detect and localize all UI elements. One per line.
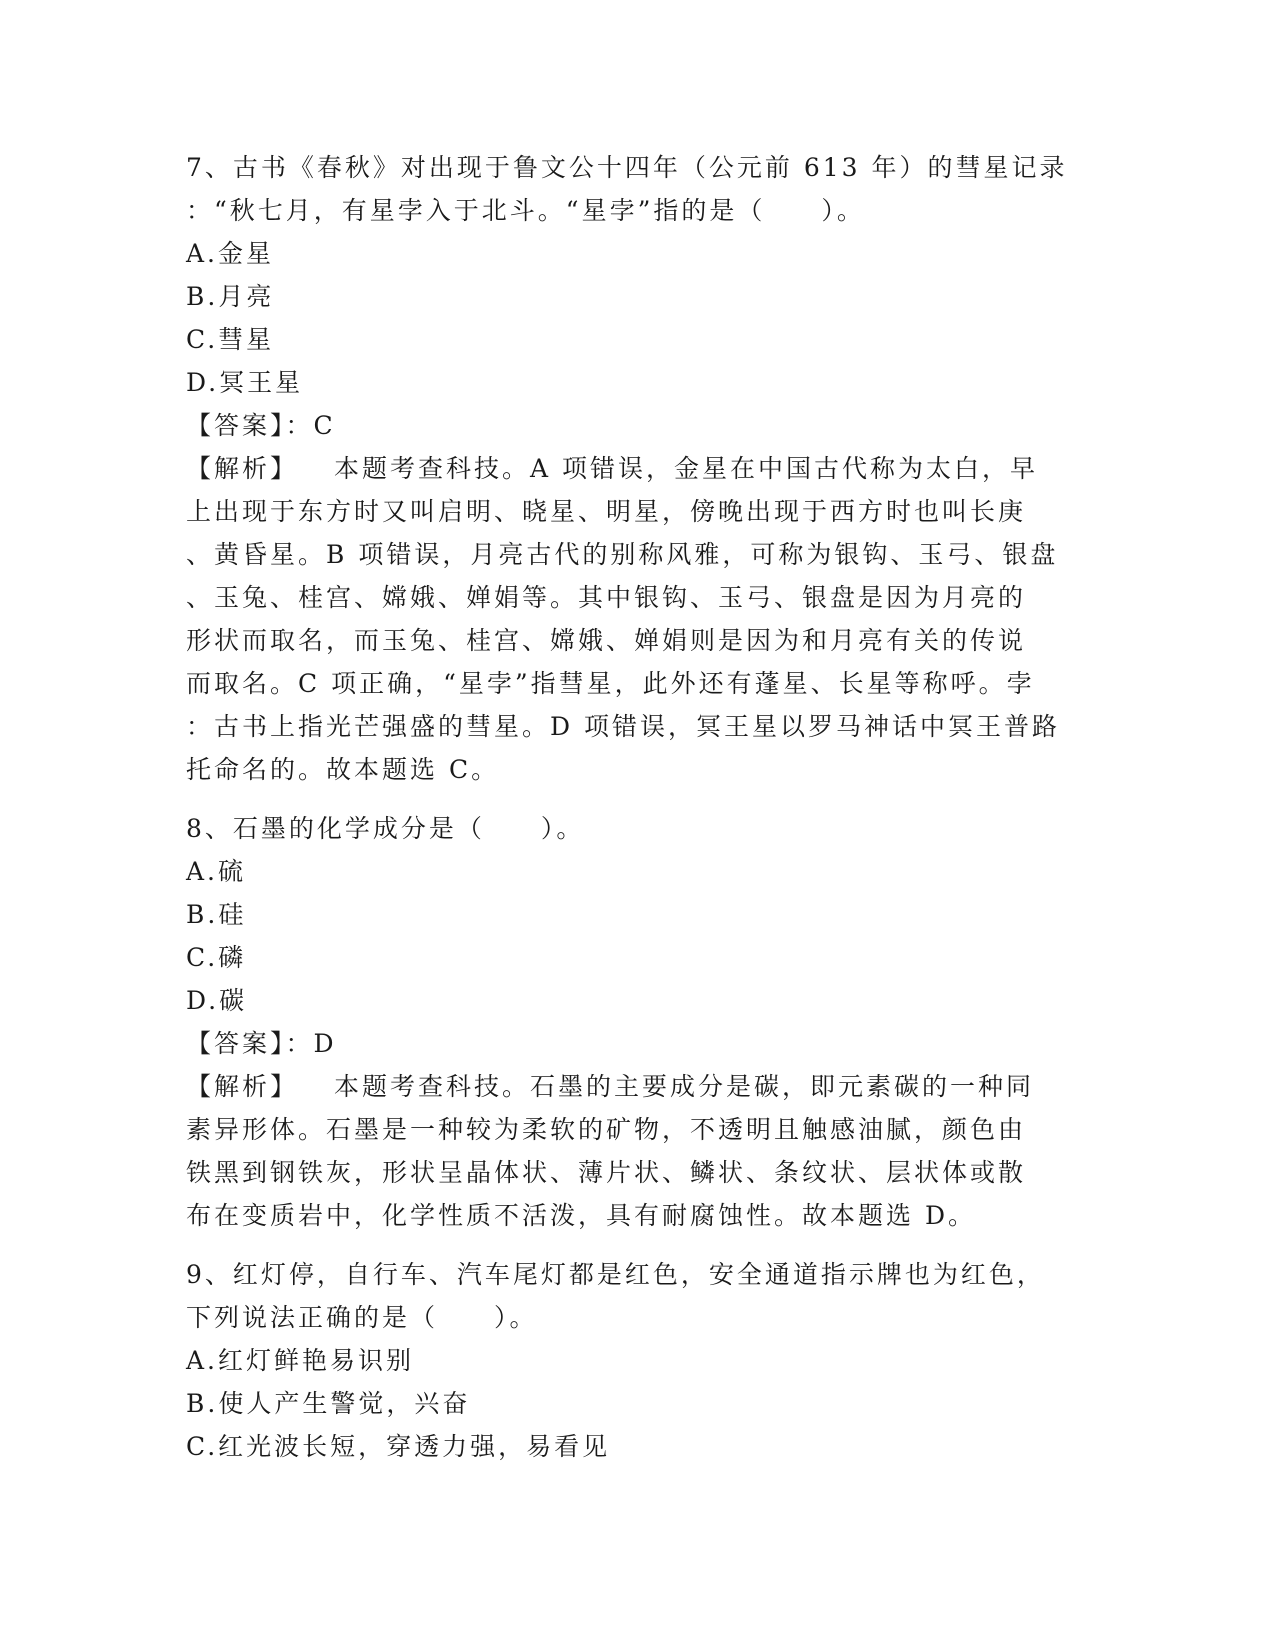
option-c: C.红光波长短，穿透力强，易看见 (186, 1432, 611, 1461)
question-stem-line: 8、石墨的化学成分是（ ）。 (186, 814, 585, 843)
analysis-line: 铁黑到钢铁灰，形状呈晶体状、薄片状、鳞状、条纹状、层状体或散 (186, 1158, 1027, 1187)
option-a: A.红灯鲜艳易识别 (186, 1346, 415, 1375)
analysis-line-first (186, 1065, 1086, 1108)
option-a: A.硫 (186, 857, 247, 886)
analysis-line: 托命名的。故本题选 C。 (186, 755, 500, 784)
option-d: D.冥王星 (186, 368, 304, 397)
option-b: B.使人产生警觉，兴奋 (186, 1389, 471, 1418)
question-9 (186, 1253, 1086, 1468)
analysis-text: 本题考查科技。石墨的主要成分是碳，即元素碳的一种同 (334, 1072, 1035, 1101)
question-7 (186, 146, 1086, 791)
question-stem-line: ：“秋七月，有星孛入于北斗。“星孛”指的是（ ）。 (186, 196, 865, 225)
document-body (186, 146, 1086, 1484)
analysis-line: 、玉兔、桂宫、嫦娥、婵娟等。其中银钩、玉弓、银盘是因为月亮的 (186, 583, 1027, 612)
option-b: B.月亮 (186, 282, 275, 311)
analysis-line: 素异形体。石墨是一种较为柔软的矿物，不透明且触感油腻，颜色由 (186, 1115, 1027, 1144)
question-stem-line: 下列说法正确的是（ ）。 (186, 1303, 538, 1332)
option-c: C.彗星 (186, 325, 275, 354)
answer: 【答案】：D (186, 1029, 337, 1058)
analysis-line-first (186, 447, 1086, 490)
analysis-text: 本题考查科技。A 项错误，金星在中国古代称为太白，早 (334, 454, 1039, 483)
analysis-line: 、黄昏星。B 项错误，月亮古代的别称风雅，可称为银钩、玉弓、银盘 (186, 540, 1059, 569)
analysis-line: 上出现于东方时又叫启明、晓星、明星，傍晚出现于西方时也叫长庚 (186, 497, 1027, 526)
option-d: D.碳 (186, 986, 248, 1015)
question-8 (186, 807, 1086, 1237)
analysis-line: 而取名。C 项正确，“星孛”指彗星，此外还有蓬星、长星等称呼。孛 (186, 669, 1035, 698)
analysis-line: ：古书上指光芒强盛的彗星。D 项错误，冥王星以罗马神话中冥王普路 (186, 712, 1060, 741)
option-a: A.金星 (186, 239, 275, 268)
question-stem-line: 7、古书《春秋》对出现于鲁文公十四年（公元前 613 年）的彗星记录 (186, 153, 1068, 182)
analysis-line: 布在变质岩中，化学性质不活泼，具有耐腐蚀性。故本题选 D。 (186, 1201, 976, 1230)
analysis-label: 【解析】 (186, 454, 299, 483)
answer: 【答案】：C (186, 411, 336, 440)
analysis-label: 【解析】 (186, 1072, 299, 1101)
option-c: C.磷 (186, 943, 247, 972)
analysis-line: 形状而取名，而玉兔、桂宫、嫦娥、婵娟则是因为和月亮有关的传说 (186, 626, 1027, 655)
question-stem-line: 9、红灯停，自行车、汽车尾灯都是红色，安全通道指示牌也为红色， (186, 1260, 1045, 1289)
option-b: B.硅 (186, 900, 247, 929)
